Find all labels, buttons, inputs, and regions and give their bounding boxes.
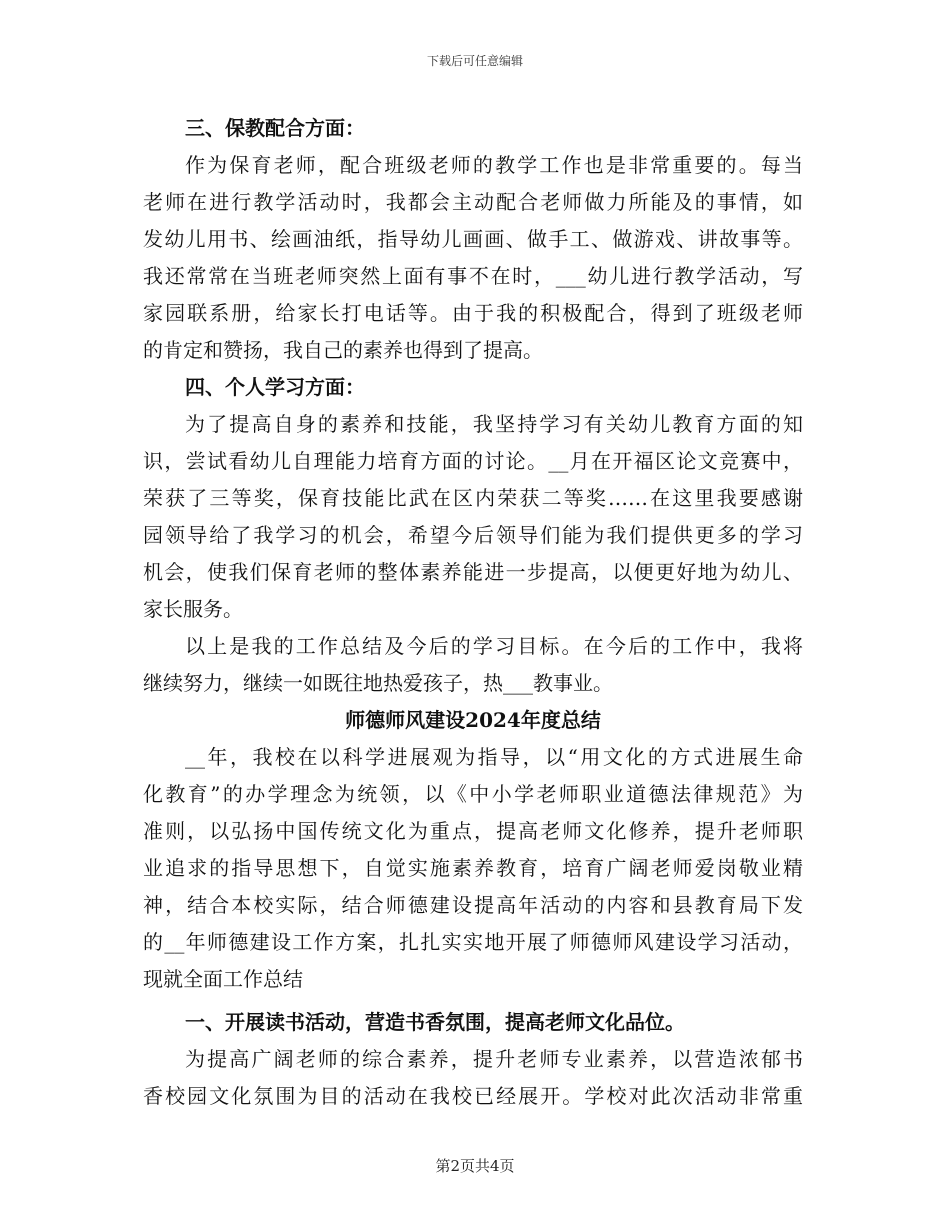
text-line: 机会，使我们保育老师的整体素养能进一步提高，以便更好地为幼儿、 (143, 560, 803, 584)
document-body (143, 110, 803, 1115)
text-line: 我还常常在当班老师突然上面有事不在时，___幼儿进行教学活动，写 (143, 264, 803, 288)
paragraph-section-4 (143, 406, 803, 628)
text-line: 化教育”的办学理念为统领，以《中小学老师职业道德法律规范》为 (143, 782, 803, 806)
section-heading-1: 一、开展读书活动，营造书香氛围，提高老师文化品位。 (185, 1010, 685, 1034)
text-line: 准则，以弘扬中国传统文化为重点，提高老师文化修养，提升老师职 (143, 819, 803, 843)
paragraph-closing (143, 628, 803, 702)
text-line: 神，结合本校实际，结合师德建设提高年活动的内容和县教育局下发 (143, 893, 803, 917)
text-line: 为提高广阔老师的综合素养，提升老师专业素养，以营造浓郁书 (185, 1047, 803, 1071)
section-heading-4: 四、个人学习方面： (185, 375, 365, 399)
text-line: 发幼儿用书、绘画油纸，指导幼儿画画、做手工、做游戏、讲故事等。 (143, 227, 803, 251)
text-line: 的肯定和赞扬，我自己的素养也得到了提高。 (143, 338, 543, 362)
document-title: 师德师风建设2024年度总结 (345, 708, 601, 732)
text-line: __年，我校在以科学进展观为指导，以“用文化的方式进展生命 (185, 745, 803, 769)
text-line: 香校园文化氛围为目的活动在我校已经展开。学校对此次活动非常重 (143, 1084, 803, 1108)
page-header: 下载后可任意编辑 (426, 54, 523, 68)
text-line: 荣获了三等奖，保育技能比武在区内荣获二等奖……在这里我要感谢 (143, 486, 803, 510)
text-line: 的__年师德建设工作方案，扎扎实实地开展了师德师风建设学习活动， (143, 930, 803, 954)
paragraph-section-3 (143, 147, 803, 369)
text-line: 家园联系册，给家长打电话等。由于我的积极配合，得到了班级老师 (143, 301, 803, 325)
text-line: 家长服务。 (143, 597, 243, 621)
text-line: 为了提高自身的素养和技能，我坚持学习有关幼儿教育方面的知 (185, 412, 803, 436)
text-line: 作为保育老师，配合班级老师的教学工作也是非常重要的。每当 (185, 153, 803, 177)
section-heading-3: 三、保教配合方面： (185, 116, 365, 140)
text-line: 业追求的指导思想下，自觉实施素养教育，培育广阔老师爱岗敬业精 (143, 856, 803, 880)
text-line: 园领导给了我学习的机会，希望今后领导们能为我们提供更多的学习 (143, 523, 803, 547)
paragraph-section-1 (143, 1041, 803, 1115)
text-line: 老师在进行教学活动时，我都会主动配合老师做力所能及的事情，如 (143, 190, 803, 214)
text-line: 继续努力，继续一如既往地热爱孩子，热___教事业。 (143, 671, 613, 695)
text-line: 以上是我的工作总结及今后的学习目标。在今后的工作中，我将 (185, 634, 803, 658)
text-line: 识，尝试看幼儿自理能力培育方面的讨论。__月在开福区论文竞赛中， (143, 449, 803, 473)
page-footer: 第2页共4页 (435, 1157, 515, 1175)
text-line: 现就全面工作总结 (143, 967, 303, 991)
paragraph-intro (143, 739, 803, 998)
